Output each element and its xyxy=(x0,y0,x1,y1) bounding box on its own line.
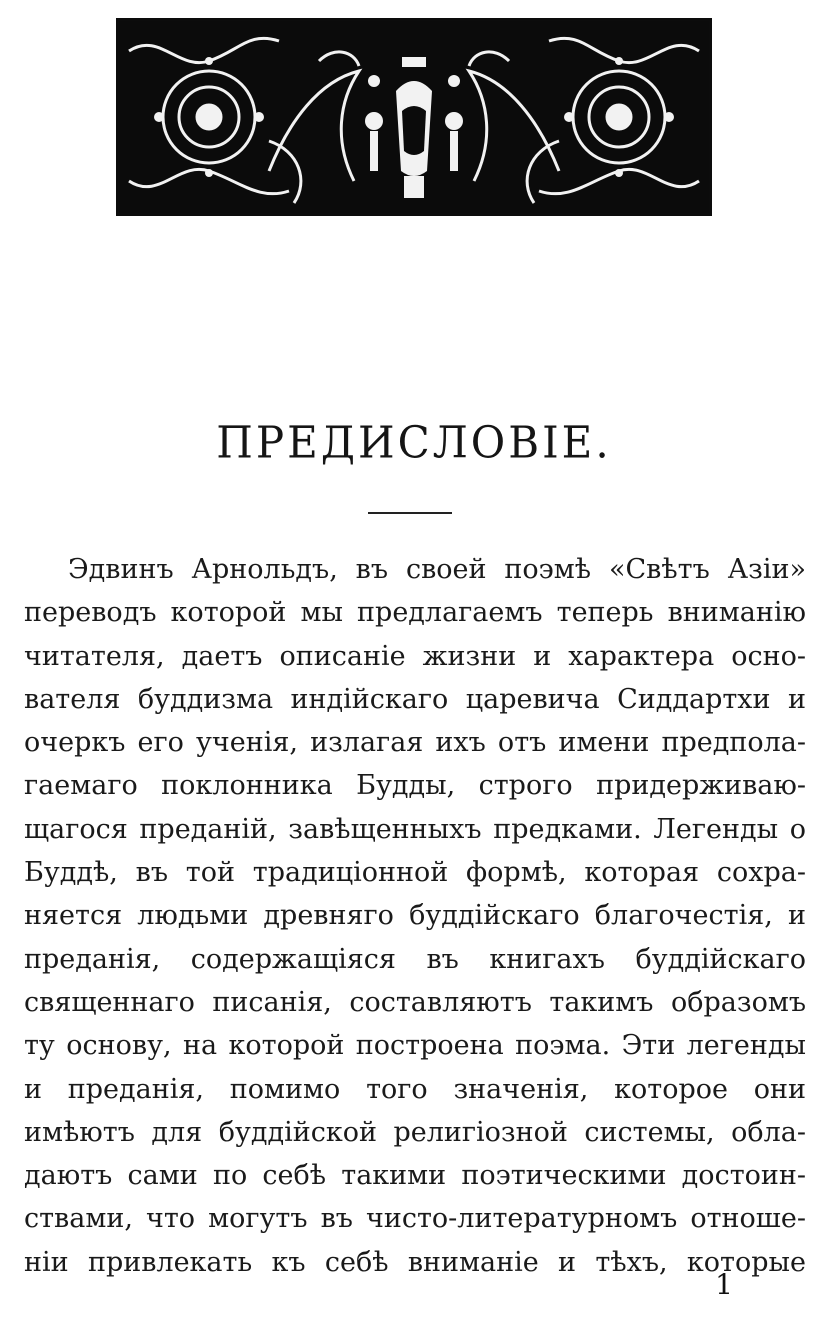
text-line: вателя буддизма индійскаго царевича Сиддартхи и xyxy=(24,683,806,715)
text-line: Эдвинъ Арнольдъ, въ своей поэмѣ «Свѣтъ Азіи» xyxy=(68,554,806,585)
page-title: ПРЕДИСЛОВІЕ. xyxy=(216,416,612,469)
text-line: священнаго писанія, составляютъ такимъ образомъ xyxy=(24,986,806,1018)
text-line: и преданія, помимо того значенія, которое они xyxy=(24,1073,806,1105)
text-line: ту основу, на которой построена поэма. Эти легенды xyxy=(24,1030,806,1062)
text-line: имѣютъ для буддійской религіозной системы, обла- xyxy=(24,1116,806,1148)
text-line: няется людьми древняго буддійскаго благочестія, и xyxy=(24,900,806,932)
text-line: переводъ которой мы предлагаемъ теперь вниманію xyxy=(24,597,806,629)
text-line: гаемаго поклонника Будды, строго придерживаю- xyxy=(24,770,806,802)
ornamental-headpiece xyxy=(116,18,712,216)
page-number: 1 xyxy=(715,1268,733,1301)
text-line: ствами, что могутъ въ чисто-литературномъ отноше- xyxy=(24,1203,806,1235)
text-line: читателя, даетъ описаніе жизни и характера осно- xyxy=(24,640,806,672)
body-text xyxy=(24,548,806,1284)
text-line: даютъ сами по себѣ такими поэтическими достоин- xyxy=(24,1160,806,1192)
title-divider xyxy=(368,512,452,514)
text-line: щагося преданій, завѣщенныхъ предками. Легенды о xyxy=(24,813,806,845)
text-line: преданія, содержащіяся въ книгахъ буддійскаго xyxy=(24,943,806,975)
text-line: Буддѣ, въ той традиціонной формѣ, которая сохра- xyxy=(24,857,806,889)
text-line: ніи привлекать къ себѣ вниманіе и тѣхъ, которые xyxy=(24,1246,806,1278)
text-line: очеркъ его ученія, излагая ихъ отъ имени предпола- xyxy=(24,727,806,759)
